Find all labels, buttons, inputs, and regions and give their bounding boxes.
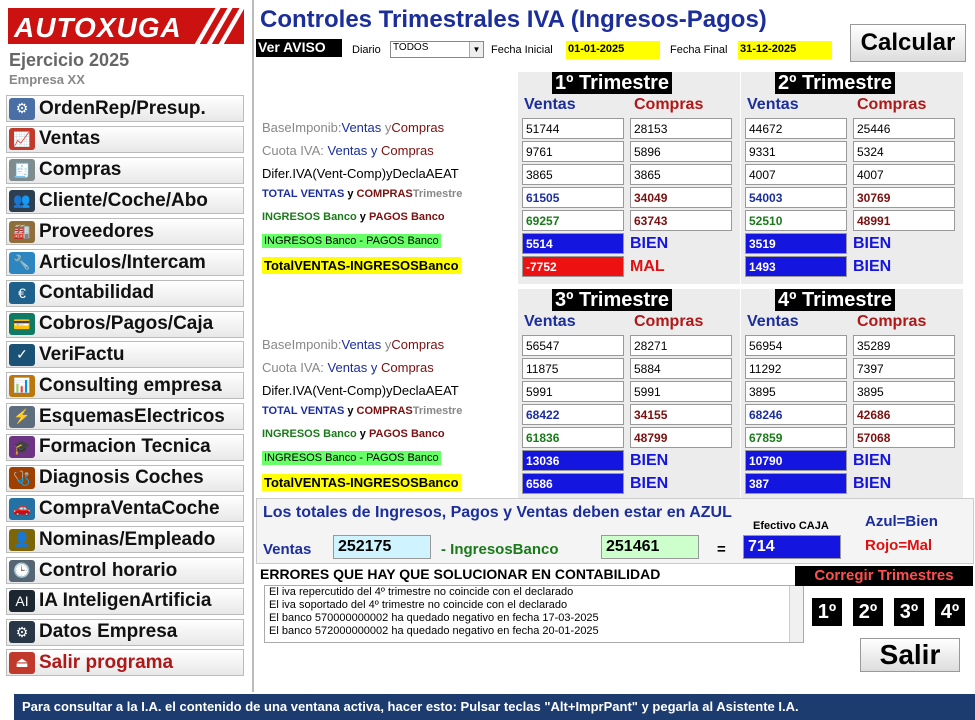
compras-column-header: Compras — [857, 96, 927, 113]
logo-text: AUTOXUGA — [14, 12, 182, 43]
sidebar-item-cliente-coche-abo[interactable] — [6, 187, 244, 214]
status-ip: BIEN — [630, 235, 669, 252]
sidebar-item-esquemaselectricos[interactable] — [6, 403, 244, 430]
ingresos-pagos-label-part: y — [356, 211, 369, 223]
diario-label: Diario — [352, 44, 381, 56]
cell-ip[interactable]: 5514 — [522, 233, 624, 254]
quarter-panel-3 — [518, 289, 740, 501]
cuota-iva-label-part: Cuota IVA: — [262, 360, 328, 375]
empresa-label: Empresa XX — [9, 72, 85, 87]
status-ip: BIEN — [630, 452, 669, 469]
cell-dif_c[interactable]: 5991 — [630, 381, 732, 402]
cell-vi[interactable]: 387 — [745, 473, 847, 494]
base-imponible-label — [262, 120, 444, 135]
base-imponible-label-part: y — [381, 337, 392, 352]
sidebar-item-compraventacoche[interactable] — [6, 495, 244, 522]
gear-icon: ⚙ — [9, 621, 35, 643]
cell-ing[interactable]: 52510 — [745, 210, 847, 231]
sidebar-item-articulos-intercam[interactable] — [6, 249, 244, 276]
ventas-column-header: Ventas — [524, 313, 576, 330]
base-imponible-label-part: BaseImponib: — [262, 337, 342, 352]
cell-pag[interactable]: 57068 — [853, 427, 955, 448]
sales-chart-icon: 📈 — [9, 128, 35, 150]
cell-dif_v[interactable]: 5991 — [522, 381, 624, 402]
quarter-panel-2 — [741, 72, 963, 284]
cuota-iva-label — [262, 360, 434, 375]
ingresos-menos-pagos-label — [262, 234, 441, 248]
diario-select[interactable] — [390, 41, 484, 58]
total-ventas-compras-label-part: TOTAL VENTAS — [262, 405, 345, 417]
status-ip: BIEN — [853, 452, 892, 469]
base-imponible-label-part: Compras — [391, 337, 445, 352]
parts-icon: 🔧 — [9, 252, 35, 274]
ingresos-pagos-label-part: INGRESOS Banco — [262, 428, 357, 440]
cell-cuota_v[interactable]: 9761 — [522, 141, 624, 162]
corregir-trimestre-4-button[interactable]: 4º — [935, 598, 965, 626]
sidebar-item-label: Diagnosis Coches — [39, 467, 204, 489]
sidebar-item-label: Cliente/Coche/Abo — [39, 189, 208, 211]
ingresos-menos-pagos-label-part: INGRESOS Banco - PAGOS Banco — [264, 235, 439, 247]
cell-cuota_c[interactable]: 5896 — [630, 141, 732, 162]
sidebar-item-label: VeriFactu — [39, 343, 125, 365]
fecha-inicial-label: Fecha Inicial — [491, 44, 553, 56]
diagnosis-icon: 🩺 — [9, 467, 35, 489]
ai-icon: AI — [9, 590, 35, 612]
diferencia-iva-label-part: Difer.IVA(Vent-Comp)yDeclaAEAT — [262, 383, 459, 398]
sidebar-item-contabilidad[interactable] — [6, 280, 244, 307]
cell-dif_v[interactable]: 4007 — [745, 164, 847, 185]
quarter-panel-1 — [518, 72, 740, 284]
quarter-title: 4º Trimestre — [775, 289, 895, 311]
sidebar-item-label: OrdenRep/Presup. — [39, 97, 206, 119]
compras-column-header: Compras — [634, 96, 704, 113]
total-ventas-compras-label-part: COMPRAS — [356, 405, 413, 417]
total-ventas-compras-label-part: Trimestre — [412, 188, 463, 200]
cell-tot_v[interactable]: 61505 — [522, 187, 624, 208]
clock-icon: 🕒 — [9, 560, 35, 582]
base-imponible-label-part: BaseImponib: — [262, 120, 342, 135]
cell-dif_c[interactable]: 4007 — [853, 164, 955, 185]
sidebar-item-cobros-pagos-caja[interactable] — [6, 311, 244, 338]
corregir-trimestre-3-button[interactable]: 3º — [894, 598, 924, 626]
status-vi: BIEN — [630, 475, 669, 492]
sidebar-item-label: Ventas — [39, 128, 101, 150]
sidebar-item-label: Consulting empresa — [39, 374, 222, 396]
sidebar-item-control-horario[interactable] — [6, 557, 244, 584]
supplier-icon: 🏭 — [9, 221, 35, 243]
ventas-menos-ingresos-label — [262, 257, 461, 274]
status-vi: BIEN — [853, 258, 892, 275]
exit-icon: ⏏ — [9, 652, 35, 674]
page-title: Controles Trimestrales IVA (Ingresos-Pagos) — [260, 6, 767, 33]
people-icon: 👥 — [9, 190, 35, 212]
main-panel — [252, 0, 975, 692]
cell-tot_c[interactable]: 30769 — [853, 187, 955, 208]
cell-cuota_v[interactable]: 11875 — [522, 358, 624, 379]
sidebar-item-formacion-tecnica[interactable] — [6, 434, 244, 461]
ingresos-pagos-label-part: PAGOS Banco — [368, 428, 445, 440]
base-imponible-label-part: Ventas — [341, 120, 382, 135]
cell-vi[interactable]: -7752 — [522, 256, 624, 277]
car-repair-icon: ⚙ — [9, 98, 35, 120]
cell-tot_v[interactable]: 54003 — [745, 187, 847, 208]
cell-dif_v[interactable]: 3895 — [745, 381, 847, 402]
ingresos-pagos-label-part: INGRESOS Banco — [262, 211, 357, 223]
ventas-total-field[interactable]: 252175 — [333, 535, 431, 559]
cell-cuota_v[interactable]: 9331 — [745, 141, 847, 162]
quarter-panel-4 — [741, 289, 963, 501]
error-line: El iva repercutido del 4º trimestre no coincide con el declarado — [269, 586, 574, 598]
error-line: El iva soportado del 4º trimestre no coincide con el declarado — [269, 599, 568, 611]
ejercicio-label: Ejercicio 2025 — [9, 50, 130, 70]
ingresos-pagos-label-part: PAGOS Banco — [368, 211, 445, 223]
base-imponible-label-part: Ventas — [341, 337, 382, 352]
sidebar-item-label: CompraVentaCoche — [39, 497, 220, 519]
errores-scrollbar[interactable] — [789, 586, 803, 642]
cuota-iva-label-part: Compras — [381, 143, 434, 158]
fecha-final-input[interactable]: 31-12-2025 — [738, 41, 832, 59]
ingresos-total-label: - IngresosBanco — [441, 541, 559, 558]
sidebar-item-consulting-empresa[interactable] — [6, 372, 244, 399]
sidebar-item-label: Formacion Tecnica — [39, 436, 211, 458]
compras-column-header: Compras — [857, 313, 927, 330]
sidebar-item-label: Compras — [39, 159, 122, 181]
cuota-iva-label-part: Ventas y — [327, 143, 381, 158]
ventas-column-header: Ventas — [524, 96, 576, 113]
sidebar — [0, 0, 252, 692]
euro-icon: € — [9, 282, 35, 304]
total-ventas-compras-label-part: TOTAL VENTAS — [262, 188, 345, 200]
sidebar-item-label: Nominas/Empleado — [39, 528, 216, 550]
corregir-trimestres-label: Corregir Trimestres — [795, 566, 973, 586]
salir-button[interactable]: Salir — [860, 638, 960, 672]
cell-tot_v[interactable]: 68246 — [745, 404, 847, 425]
sidebar-item-label: EsquemasElectricos — [39, 405, 225, 427]
cell-base_c[interactable]: 35289 — [853, 335, 955, 356]
ventas-menos-ingresos-label — [262, 474, 461, 491]
totales-box — [256, 498, 974, 564]
fecha-inicial-input[interactable]: 01-01-2025 — [566, 41, 660, 59]
status-footer: Para consultar a la I.A. el contenido de una ventana activa, hacer esto: Pulsar teclas "Alt+ImprPant" y pegarla al Asistente I.A. — [14, 694, 975, 720]
diferencia-iva-label — [262, 166, 459, 181]
sidebar-item-diagnosis-coches[interactable] — [6, 465, 244, 492]
quarter-title: 2º Trimestre — [775, 72, 895, 94]
sidebar-item-label: Proveedores — [39, 220, 155, 242]
ingresos-menos-pagos-label — [262, 451, 441, 465]
cell-dif_c[interactable]: 3895 — [853, 381, 955, 402]
sidebar-item-verifactu[interactable] — [6, 341, 244, 368]
employee-icon: 👤 — [9, 529, 35, 551]
quarter-title: 1º Trimestre — [552, 72, 672, 94]
cell-cuota_c[interactable]: 7397 — [853, 358, 955, 379]
totales-message: Los totales de Ingresos, Pagos y Ventas deben estar en AZUL — [263, 504, 732, 521]
ventas-menos-ingresos-label-part: TotalVENTAS-INGRESOSBanco — [264, 475, 459, 490]
cell-ing[interactable]: 67859 — [745, 427, 847, 448]
sidebar-item-label: Datos Empresa — [39, 621, 178, 643]
ingresos-pagos-label-part: y — [356, 428, 369, 440]
cell-tot_c[interactable]: 42686 — [853, 404, 955, 425]
sidebar-item-compras[interactable] — [6, 157, 244, 184]
error-line: El banco 572000000002 ha quedado negativo en fecha 20-01-2025 — [269, 625, 599, 637]
cell-pag[interactable]: 48991 — [853, 210, 955, 231]
sidebar-item-label: Articulos/Intercam — [39, 251, 206, 273]
rojo-mal-legend: Rojo=Mal — [865, 537, 933, 554]
sidebar-item-nominas-empleado[interactable] — [6, 526, 244, 553]
verifactu-icon: ✓ — [9, 344, 35, 366]
status-ip: BIEN — [853, 235, 892, 252]
ingresos-menos-pagos-label-part: INGRESOS Banco - PAGOS Banco — [264, 452, 439, 464]
azul-bien-legend: Azul=Bien — [865, 513, 938, 530]
cell-base_c[interactable]: 28271 — [630, 335, 732, 356]
sidebar-item-label: Contabilidad — [39, 282, 155, 304]
sidebar-item-proveedores[interactable] — [6, 218, 244, 245]
base-imponible-label-part: y — [381, 120, 392, 135]
cuota-iva-label — [262, 143, 434, 158]
base-imponible-label — [262, 337, 444, 352]
total-ventas-compras-label — [262, 188, 462, 200]
status-vi: MAL — [630, 258, 665, 275]
sidebar-item-salir-programa[interactable] — [6, 649, 244, 676]
status-vi: BIEN — [853, 475, 892, 492]
calcular-button[interactable]: Calcular — [850, 24, 966, 62]
cell-ip[interactable]: 3519 — [745, 233, 847, 254]
cell-dif_c[interactable]: 3865 — [630, 164, 732, 185]
cell-tot_c[interactable]: 34049 — [630, 187, 732, 208]
fecha-final-label: Fecha Final — [670, 44, 728, 56]
diario-value: TODOS — [393, 42, 429, 53]
cuota-iva-label-part: Cuota IVA: — [262, 143, 328, 158]
total-ventas-compras-label-part: Trimestre — [412, 405, 463, 417]
sidebar-item-ordenrep-presup[interactable] — [6, 95, 244, 122]
sidebar-item-label: Cobros/Pagos/Caja — [39, 313, 214, 335]
electric-icon: ⚡ — [9, 406, 35, 428]
payments-icon: 💳 — [9, 313, 35, 335]
cuota-iva-label-part: Ventas y — [327, 360, 381, 375]
equals-sign: = — [717, 541, 726, 558]
ventas-column-header: Ventas — [747, 96, 799, 113]
cell-base_c[interactable]: 25446 — [853, 118, 955, 139]
ventas-column-header: Ventas — [747, 313, 799, 330]
sidebar-item-datos-empresa[interactable] — [6, 619, 244, 646]
cell-cuota_v[interactable]: 11292 — [745, 358, 847, 379]
cell-ing[interactable]: 69257 — [522, 210, 624, 231]
cell-cuota_c[interactable]: 5324 — [853, 141, 955, 162]
cell-base_v[interactable]: 56547 — [522, 335, 624, 356]
quarter-title: 3º Trimestre — [552, 289, 672, 311]
cell-cuota_c[interactable]: 5884 — [630, 358, 732, 379]
cuota-iva-label-part: Compras — [381, 360, 434, 375]
sidebar-item-label: IA InteligenArtificia — [39, 590, 212, 612]
cell-base_v[interactable]: 44672 — [745, 118, 847, 139]
cash-register-icon: 🧾 — [9, 159, 35, 181]
efectivo-caja-label: Efectivo CAJA — [753, 520, 829, 532]
caja-total-field[interactable]: 714 — [743, 535, 841, 559]
cell-base_v[interactable]: 51744 — [522, 118, 624, 139]
cell-tot_v[interactable]: 68422 — [522, 404, 624, 425]
total-ventas-compras-label-part: y — [344, 188, 357, 200]
total-ventas-compras-label-part: y — [344, 405, 357, 417]
errores-list[interactable] — [264, 585, 804, 643]
cell-ip[interactable]: 13036 — [522, 450, 624, 471]
cell-vi[interactable]: 1493 — [745, 256, 847, 277]
cell-base_c[interactable]: 28153 — [630, 118, 732, 139]
errores-title: ERRORES QUE HAY QUE SOLUCIONAR EN CONTABILIDAD — [260, 566, 661, 582]
sidebar-item-label: Salir programa — [39, 651, 174, 673]
diferencia-iva-label-part: Difer.IVA(Vent-Comp)yDeclaAEAT — [262, 166, 459, 181]
training-icon: 🎓 — [9, 436, 35, 458]
ventas-menos-ingresos-label-part: TotalVENTAS-INGRESOSBanco — [264, 258, 459, 273]
diferencia-iva-label — [262, 383, 459, 398]
error-line: El banco 570000000002 ha quedado negativo en fecha 17-03-2025 — [269, 612, 599, 624]
sidebar-item-ventas[interactable] — [6, 126, 244, 153]
total-ventas-compras-label — [262, 405, 462, 417]
cell-pag[interactable]: 63743 — [630, 210, 732, 231]
sidebar-item-label: Control horario — [39, 559, 178, 581]
ver-aviso-button[interactable]: Ver AVISO — [256, 39, 342, 57]
compras-column-header: Compras — [634, 313, 704, 330]
corregir-trimestre-1-button[interactable]: 1º — [812, 598, 842, 626]
base-imponible-label-part: Compras — [391, 120, 445, 135]
sidebar-item-ia-inteligenartificia[interactable] — [6, 588, 244, 615]
cell-dif_v[interactable]: 3865 — [522, 164, 624, 185]
cell-pag[interactable]: 48799 — [630, 427, 732, 448]
autoxuga-logo — [8, 8, 244, 44]
ingresos-total-field[interactable]: 251461 — [601, 535, 699, 559]
cell-base_v[interactable]: 56954 — [745, 335, 847, 356]
cell-ip[interactable]: 10790 — [745, 450, 847, 471]
chevron-down-icon[interactable]: ▼ — [469, 42, 483, 57]
total-ventas-compras-label-part: COMPRAS — [356, 188, 413, 200]
cell-vi[interactable]: 6586 — [522, 473, 624, 494]
cell-tot_c[interactable]: 34155 — [630, 404, 732, 425]
cell-ing[interactable]: 61836 — [522, 427, 624, 448]
consulting-icon: 📊 — [9, 375, 35, 397]
corregir-trimestre-2-button[interactable]: 2º — [853, 598, 883, 626]
ingresos-pagos-label — [262, 428, 445, 440]
car-icon: 🚗 — [9, 498, 35, 520]
ventas-total-label: Ventas — [263, 541, 312, 558]
ingresos-pagos-label — [262, 211, 445, 223]
